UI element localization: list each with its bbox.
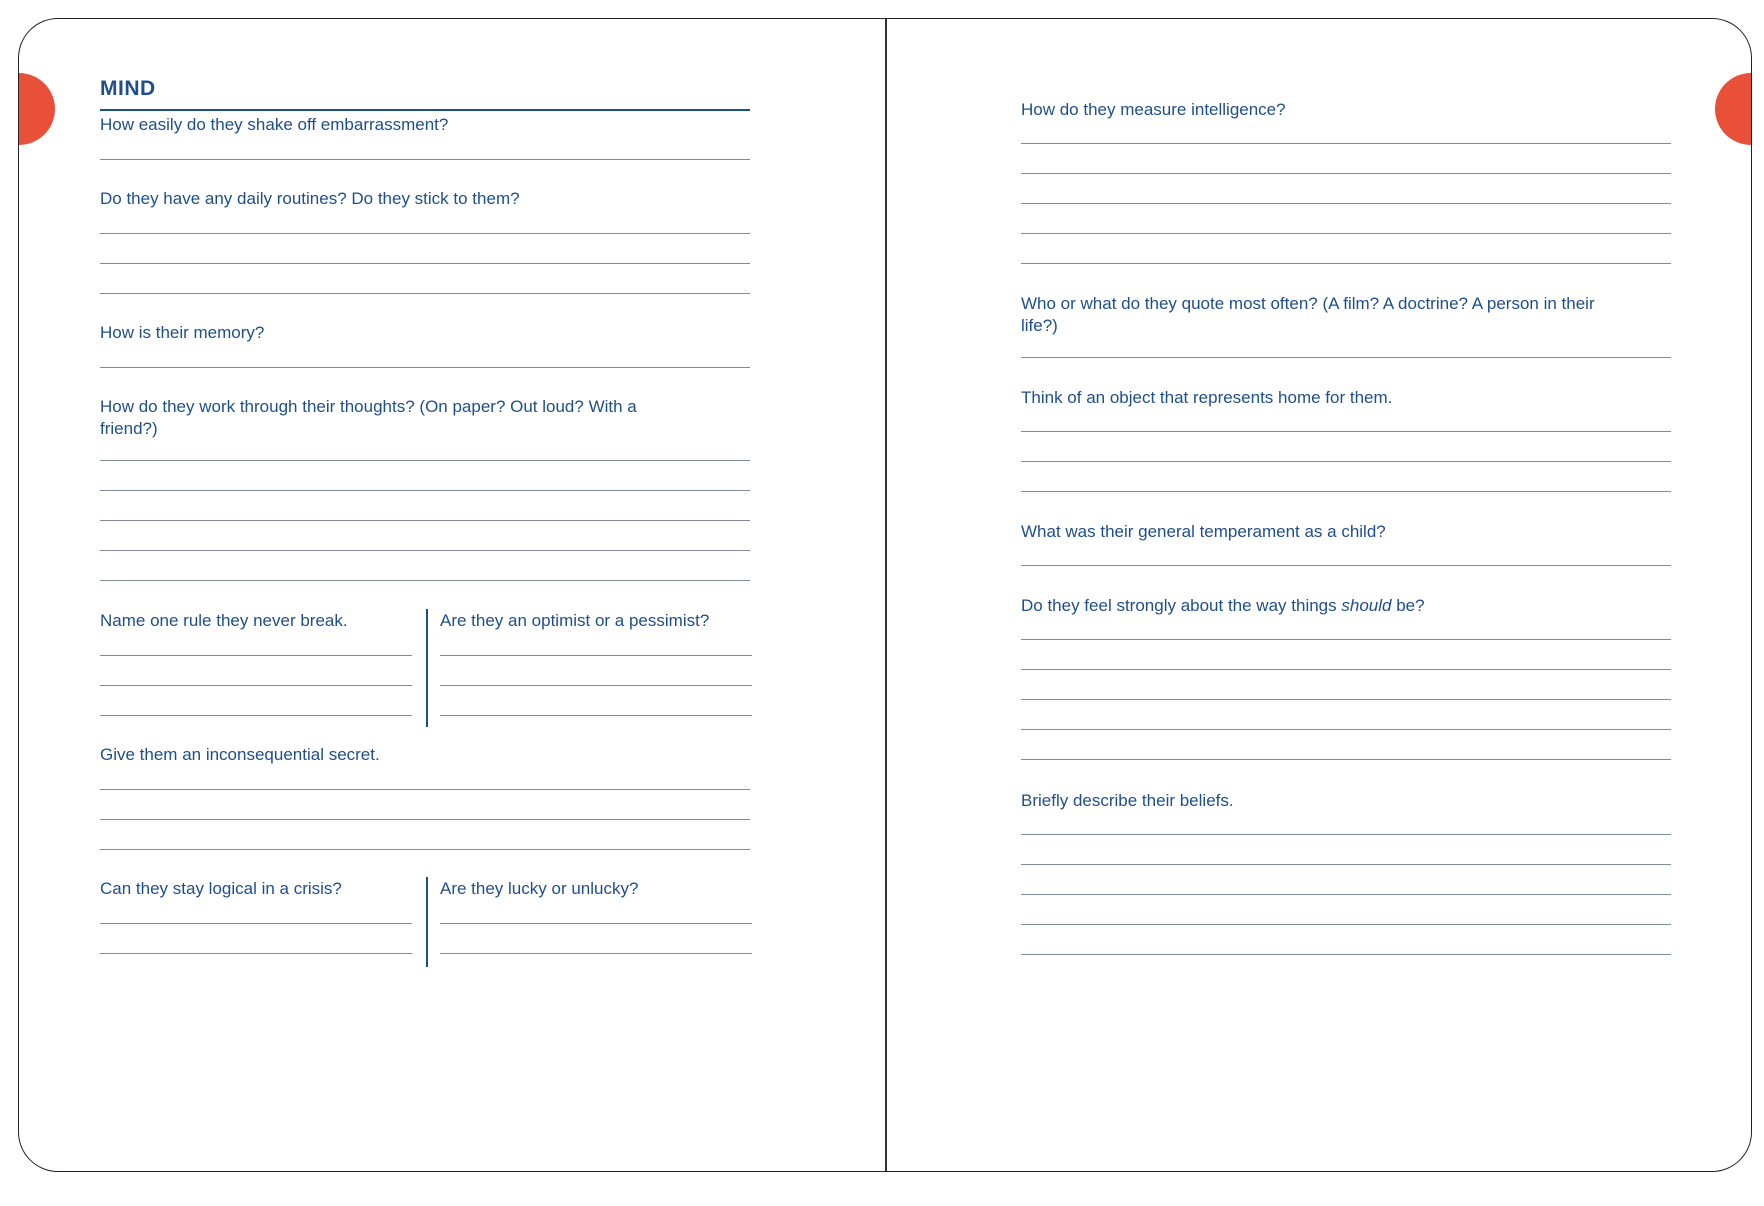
answer-line[interactable] [1021,924,1671,925]
question-optimist: Are they an optimist or a pessimist? [440,611,710,630]
question-temperament: What was their general temperament as a child? [1021,522,1386,541]
answer-line[interactable] [440,685,752,686]
left-edge-tab [18,73,55,145]
question-home-object: Think of an object that represents home for them. [1021,388,1393,407]
emphasis-text: should [1341,596,1392,615]
answer-line[interactable] [100,367,750,368]
answer-line[interactable] [1021,639,1671,640]
answer-line[interactable] [100,685,412,686]
answer-line[interactable] [1021,729,1671,730]
question-embarrassment: How easily do they shake off embarrassment? [100,115,449,134]
answer-line[interactable] [100,953,412,954]
question-routines: Do they have any daily routines? Do they stick to them? [100,189,520,208]
answer-line[interactable] [1021,864,1671,865]
answer-line[interactable] [1021,759,1671,760]
right-edge-tab [1715,73,1752,145]
answer-line[interactable] [100,923,412,924]
answer-line[interactable] [100,580,750,581]
question-beliefs: Briefly describe their beliefs. [1021,791,1234,810]
answer-line[interactable] [440,923,752,924]
question-rule: Name one rule they never break. [100,611,348,630]
answer-line[interactable] [100,293,750,294]
answer-line[interactable] [1021,143,1671,144]
answer-line[interactable] [100,789,750,790]
section-title: MIND [100,77,750,111]
question-lucky: Are they lucky or unlucky? [440,879,639,898]
question-text: be? [1391,596,1425,615]
answer-line[interactable] [100,819,750,820]
answer-line[interactable] [1021,669,1671,670]
answer-line[interactable] [100,233,750,234]
left-page [100,19,750,1171]
question-should-be [1021,595,1671,617]
question-text: Do they feel strongly about the way things [1021,596,1342,615]
answer-line[interactable] [1021,461,1671,462]
notebook-spread [18,18,1752,1172]
column-separator [426,877,428,967]
column-separator [426,609,428,727]
answer-line[interactable] [100,715,412,716]
answer-line[interactable] [100,520,750,521]
question-secret: Give them an inconsequential secret. [100,745,380,764]
answer-line[interactable] [440,953,752,954]
answer-line[interactable] [100,263,750,264]
answer-line[interactable] [100,490,750,491]
answer-line[interactable] [1021,357,1671,358]
answer-line[interactable] [1021,699,1671,700]
answer-line[interactable] [100,550,750,551]
answer-line[interactable] [1021,233,1671,234]
question-thoughts: How do they work through their thoughts? (On paper? Out loud? With a friend?) [100,397,637,438]
answer-line[interactable] [100,159,750,160]
question-intelligence: How do they measure intelligence? [1021,100,1286,119]
answer-line[interactable] [1021,565,1671,566]
page-gutter [885,19,887,1171]
question-logical: Can they stay logical in a crisis? [100,879,342,898]
answer-line[interactable] [1021,834,1671,835]
answer-line[interactable] [1021,431,1671,432]
answer-line[interactable] [100,460,750,461]
answer-line[interactable] [100,849,750,850]
answer-line[interactable] [1021,203,1671,204]
answer-line[interactable] [1021,894,1671,895]
answer-line[interactable] [1021,173,1671,174]
answer-line[interactable] [1021,491,1671,492]
answer-line[interactable] [1021,263,1671,264]
answer-line[interactable] [100,655,412,656]
answer-line[interactable] [440,655,752,656]
question-memory: How is their memory? [100,323,265,342]
answer-line[interactable] [440,715,752,716]
right-page [1021,19,1671,1171]
question-quote: Who or what do they quote most often? (A film? A doctrine? A person in their life?) [1021,294,1595,335]
answer-line[interactable] [1021,954,1671,955]
